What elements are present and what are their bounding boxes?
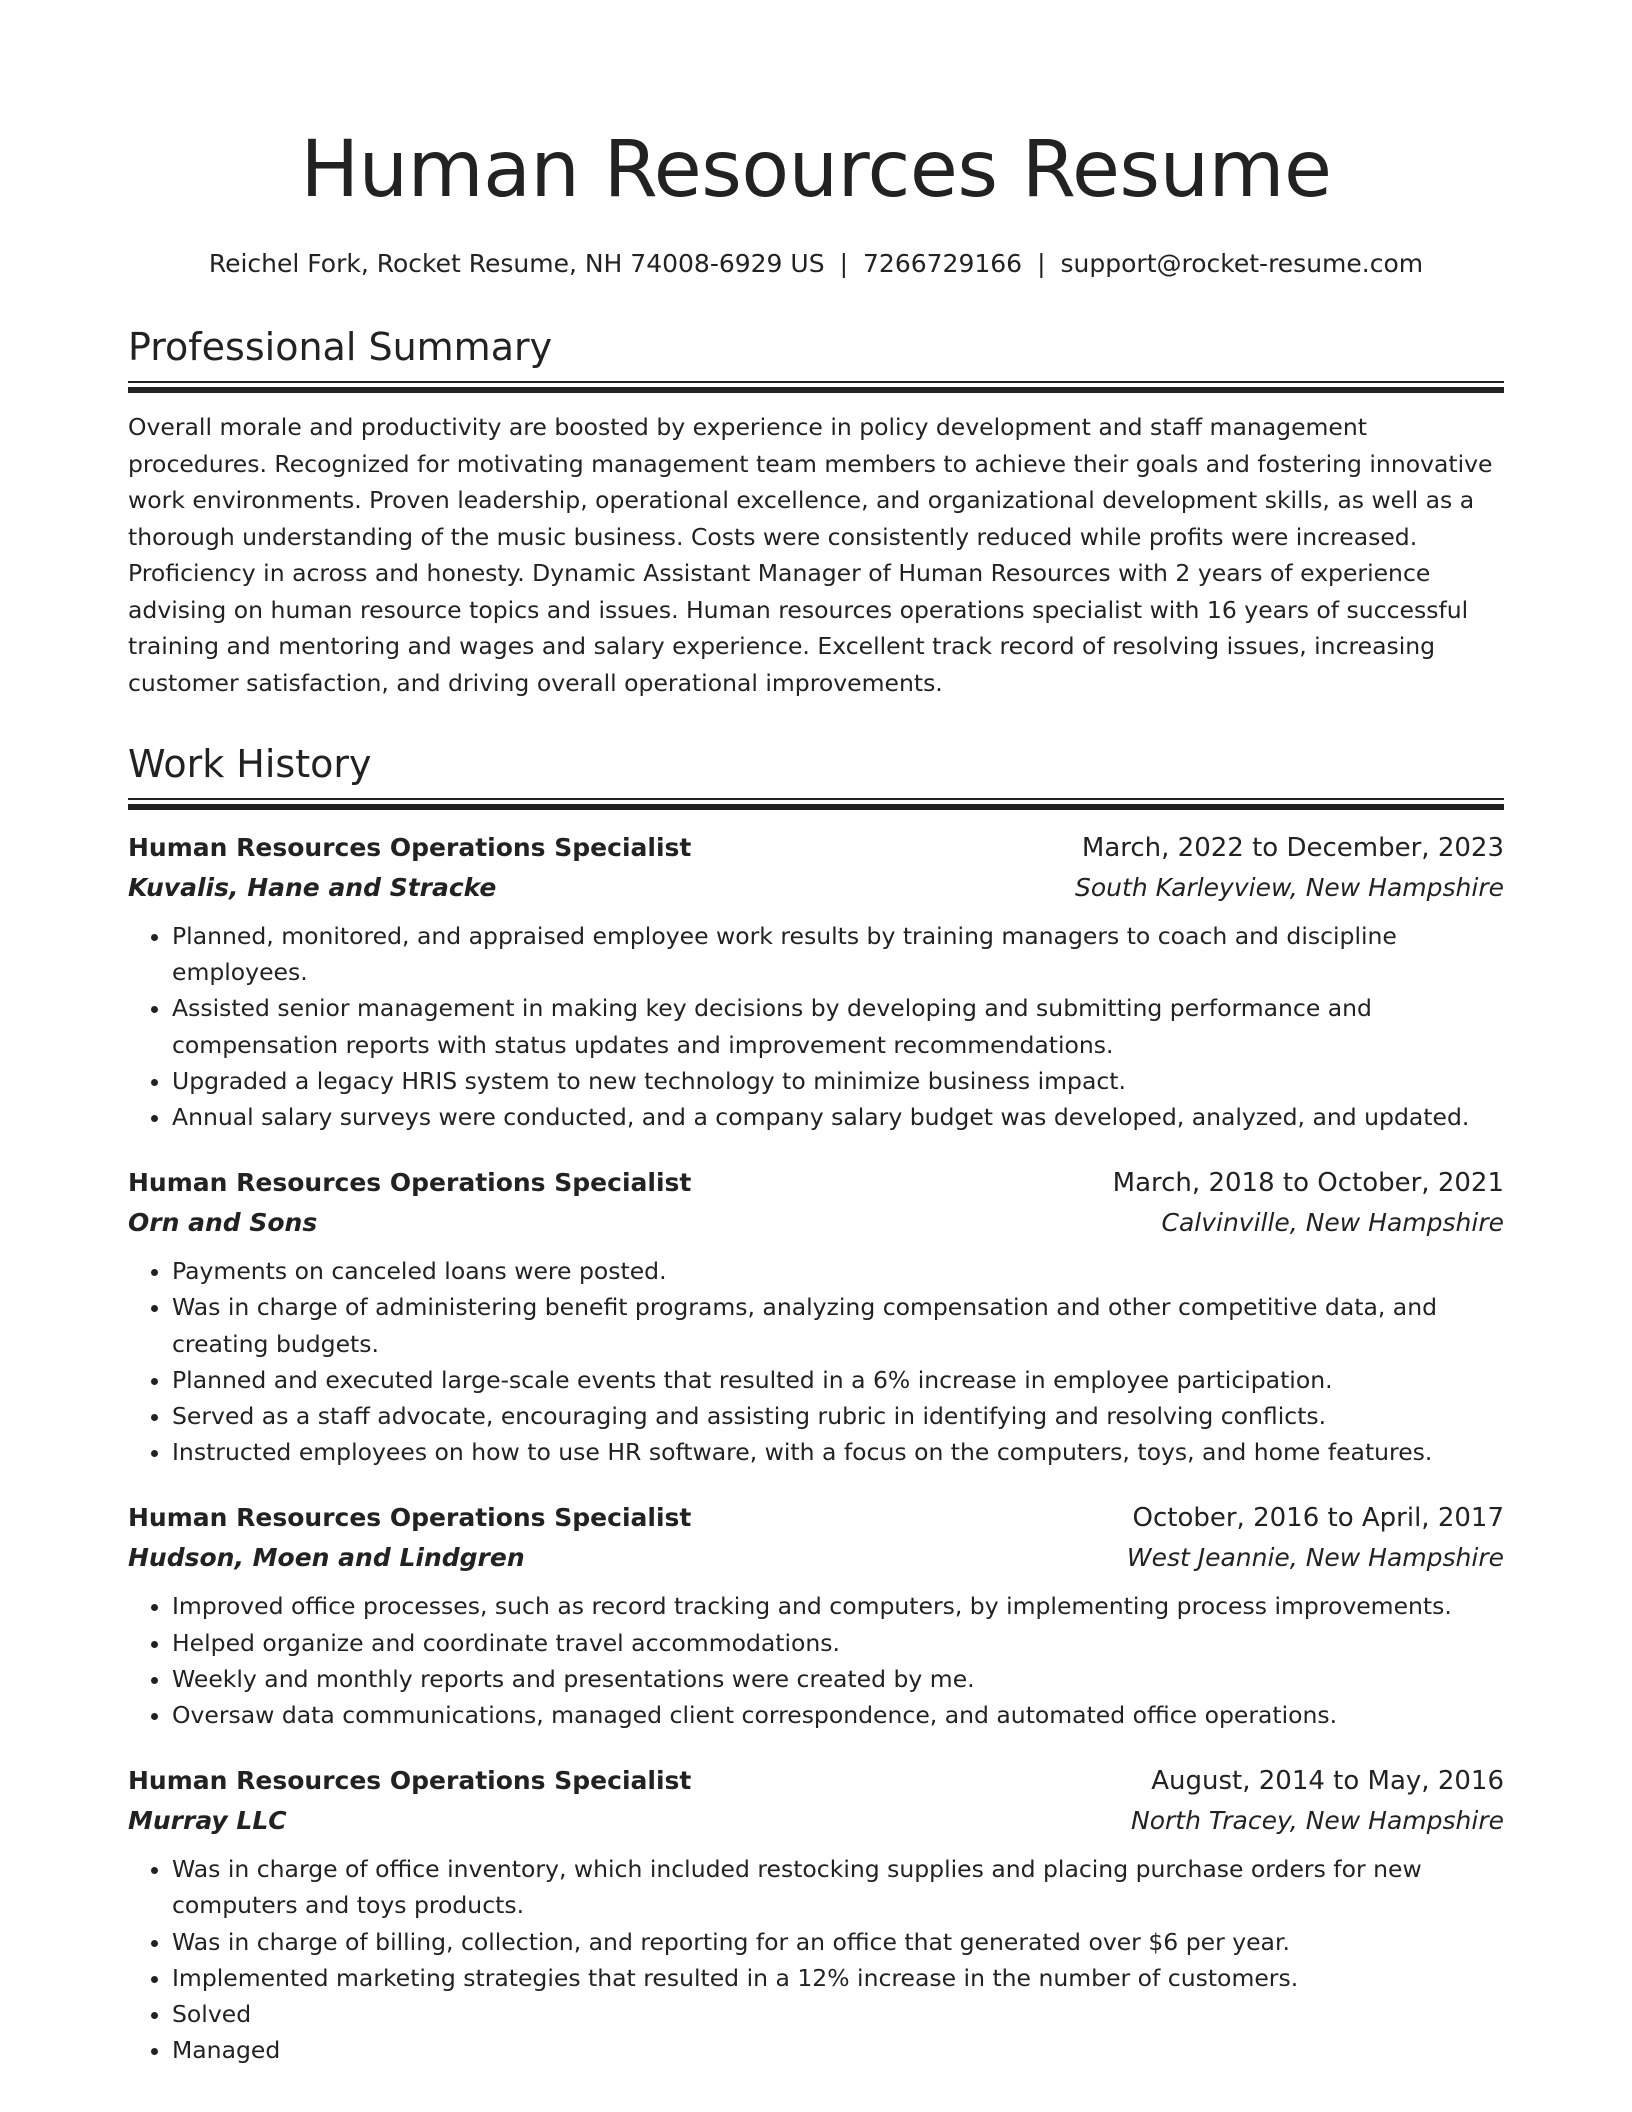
list-item: • Payments on canceled loans were posted.: [172, 1253, 1504, 1289]
job-location: Calvinville, New Hampshire: [1161, 1208, 1504, 1238]
list-item: • Oversaw data communications, managed client correspondence, and automated office operations.: [172, 1697, 1504, 1733]
job-title: Human Resources Operations Specialist: [128, 1168, 692, 1198]
list-item: • Implemented marketing strategies that resulted in a 12% increase in the number of customers.: [172, 1960, 1504, 1996]
job-dates: March, 2018 to October, 2021: [1112, 1168, 1504, 1199]
job-location: South Karleyview, New Hampshire: [1075, 873, 1504, 902]
professional-summary-section: [128, 322, 1504, 701]
job-location: North Tracey, New Hampshire: [1131, 1806, 1504, 1836]
list-item: • Planned, monitored, and appraised employee work results by training managers to coach and discipline employees.: [172, 918, 1504, 990]
list-item: • Managed: [172, 2032, 1504, 2068]
company-name: Murray LLC: [128, 1806, 287, 1836]
section-heading-summary: Professional Summary: [128, 325, 553, 369]
contact-phone: 7266729166: [863, 249, 1023, 278]
list-item: • Helped organize and coordinate travel accommodations.: [172, 1625, 1504, 1661]
job-entry: [128, 1163, 1504, 1470]
job-dates: March, 2022 to December, 2023: [1081, 833, 1504, 863]
job-bullets: [128, 1851, 1504, 2068]
list-item: • Annual salary surveys were conducted, and a company salary budget was developed, analyzed, and updated.: [172, 1099, 1504, 1135]
list-item: • Planned and executed large-scale events that resulted in a 6% increase in employee participation.: [172, 1362, 1504, 1398]
list-item: • Upgraded a legacy HRIS system to new technology to minimize business impact.: [172, 1063, 1504, 1099]
list-item: • Weekly and monthly reports and presentations were created by me.: [172, 1661, 1504, 1697]
job-title: Human Resources Operations Specialist: [128, 833, 692, 862]
job-entry: [128, 1761, 1504, 2068]
job-entry: [128, 828, 1504, 1135]
work-history-section: [128, 739, 1504, 2068]
company-name: Orn and Sons: [128, 1208, 318, 1238]
list-item: • Was in charge of billing, collection, and reporting for an office that generated over $6 per year.: [172, 1924, 1504, 1960]
company-name: Kuvalis, Hane and Stracke: [128, 873, 497, 902]
company-name: Hudson, Moen and Lindgren: [128, 1543, 525, 1573]
list-item: • Served as a staff advocate, encouraging and assisting rubric in identifying and resolving conflicts.: [172, 1398, 1504, 1434]
contact-address: Reichel Fork, Rocket Resume, NH 74008-6929 US: [208, 249, 825, 278]
job-bullets: [128, 918, 1504, 1135]
contact-separator: |: [1037, 249, 1046, 278]
contact-separator: |: [839, 249, 849, 278]
list-item: • Assisted senior management in making key decisions by developing and submitting performance and compensation reports with status updates and improvement recommendations.: [172, 990, 1504, 1062]
summary-text: Overall morale and productivity are boosted by experience in policy development and staff management procedures. Recognized for motivating management team members to achieve their goals and fostering innovative work environments. Proven leadership, operational excellence, and organizational development skills, as well as a thorough understanding of the music business. Costs were consistently reduced while profits were increased. Proficiency in across and honesty. Dynamic Assistant Manager of Human Resources with 2 years of experience advising on human resource topics and issues. Human resources operations specialist with 16 years of successful training and mentoring and wages and salary experience. Excellent track record of resolving issues, increasing customer satisfaction, and driving overall operational improvements.: [128, 413, 1493, 697]
job-bullets: [128, 1588, 1504, 1733]
contact-email[interactable]: support@rocket-resume.com: [1060, 249, 1424, 278]
list-item: • Instructed employees on how to use HR software, with a focus on the computers, toys, and home features.: [172, 1434, 1504, 1470]
job-location: West Jeannie, New Hampshire: [1126, 1543, 1504, 1573]
job-entry: [128, 1498, 1504, 1733]
resume-title: Human Resources Resume: [300, 125, 1332, 215]
list-item: • Was in charge of administering benefit programs, analyzing compensation and other competitive data, and creating budgets.: [172, 1289, 1504, 1361]
list-item: • Was in charge of office inventory, which included restocking supplies and placing purchase orders for new computers and toys products.: [172, 1851, 1504, 1923]
list-item: • Solved: [172, 1996, 1504, 2032]
job-bullets: [128, 1253, 1504, 1470]
job-dates: October, 2016 to April, 2017: [1132, 1503, 1504, 1534]
section-divider: [128, 381, 1504, 393]
job-title: Human Resources Operations Specialist: [128, 1766, 692, 1796]
section-divider: [128, 798, 1504, 810]
job-title: Human Resources Operations Specialist: [128, 1503, 692, 1533]
list-item: • Improved office processes, such as record tracking and computers, by implementing process improvements.: [172, 1588, 1504, 1624]
section-heading-work-history: Work History: [128, 742, 372, 786]
job-dates: August, 2014 to May, 2016: [1151, 1766, 1504, 1797]
contact-line: [128, 244, 1504, 284]
